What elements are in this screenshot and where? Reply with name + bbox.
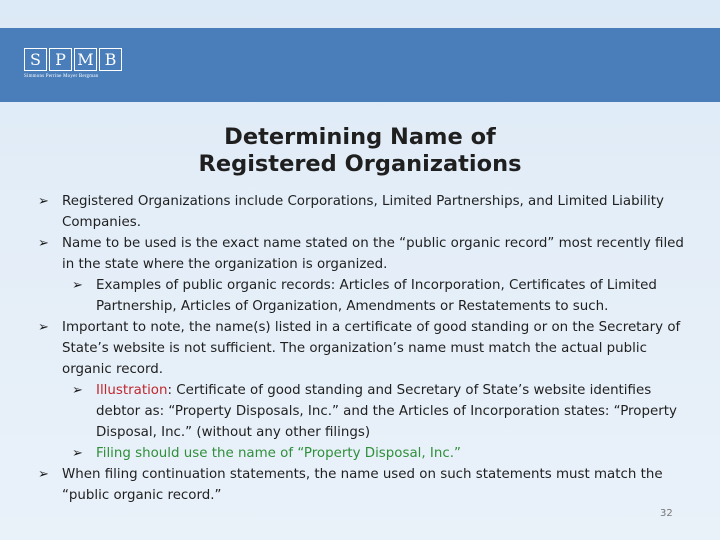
- illustration-label: Illustration: [96, 383, 168, 398]
- bullet-text: Registered Organizations include Corporations, Limited Partnerships, and Limited Liability Companies.: [62, 194, 664, 230]
- logo-subtitle: Simmons Perrine Moyer Bergman: [24, 74, 99, 79]
- logo-letters: [24, 48, 122, 71]
- logo-letter-s: S: [24, 48, 47, 71]
- sub-bullet-item-3-2: [72, 443, 688, 464]
- bullet-text: Examples of public organic records: Articles of Incorporation, Certificates of Limited Partnership, Articles of Organization, Amendments or Restatements to such.: [96, 278, 657, 314]
- spmb-logo: [24, 48, 122, 79]
- arrow-bullet-icon: ➢: [72, 278, 83, 293]
- bullet-text: Name to be used is the exact name stated on the “public organic record” most recently filed in the state where the organization is organized.: [62, 236, 684, 272]
- sub-bullet-item-2-1: [72, 275, 688, 317]
- bullet-item-4: [38, 464, 688, 506]
- bullet-text: : Certificate of good standing and Secretary of State’s website identifies debtor as: “Property Disposals, Inc.” and the Articles of Incorporation states: “Property Disposal, Inc.” (without any other filings): [96, 383, 677, 440]
- arrow-bullet-icon: ➢: [72, 446, 83, 461]
- arrow-bullet-icon: ➢: [38, 320, 49, 335]
- arrow-bullet-icon: ➢: [72, 383, 83, 398]
- bullet-item-2: [38, 233, 688, 275]
- logo-letter-p: P: [49, 48, 72, 71]
- logo-letter-m: M: [74, 48, 97, 71]
- bullet-item-3: [38, 317, 688, 380]
- arrow-bullet-icon: ➢: [38, 236, 49, 251]
- filing-note-text: Filing should use the name of “Property Disposal, Inc.”: [96, 446, 461, 461]
- bullet-item-1: [38, 191, 688, 233]
- page-number: 32: [660, 508, 673, 519]
- arrow-bullet-icon: ➢: [38, 194, 49, 209]
- arrow-bullet-icon: ➢: [38, 467, 49, 482]
- sub-bullet-item-3-1: [72, 380, 688, 443]
- bullet-text: When filing continuation statements, the name used on such statements must match the “public organic record.”: [62, 467, 663, 503]
- logo-letter-b: B: [99, 48, 122, 71]
- title-line-1: Determining Name of: [224, 124, 496, 150]
- bullet-list: [38, 191, 688, 506]
- slide-title: [150, 124, 570, 178]
- bullet-text: Important to note, the name(s) listed in a certificate of good standing or on the Secretary of State’s website is not sufficient. The organization’s name must match the actual public organic record.: [62, 320, 681, 377]
- title-line-2: Registered Organizations: [198, 151, 522, 177]
